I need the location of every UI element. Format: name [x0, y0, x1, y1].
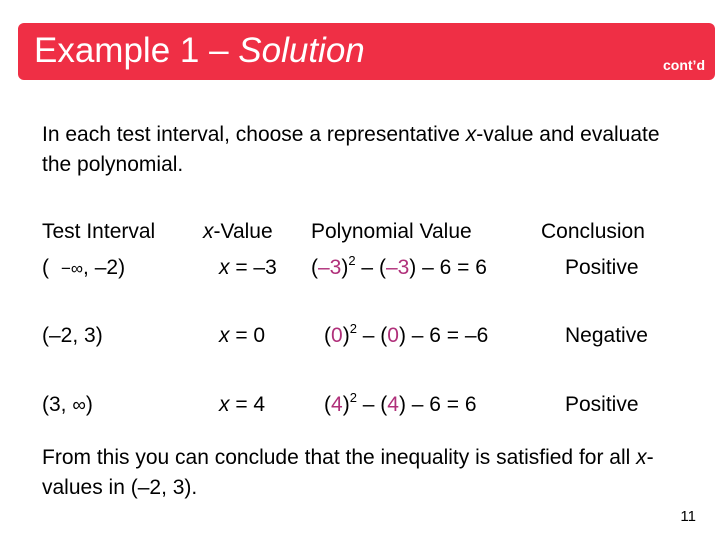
neg-infinity-symbol: −∞: [61, 259, 84, 278]
row3-polynomial: [324, 390, 477, 417]
row1-poly-b: –3: [385, 256, 410, 279]
row2-polynomial: [324, 321, 489, 348]
row2-interval: (–2, 3): [42, 324, 103, 347]
row3-poly-b: 4: [387, 393, 399, 416]
row1-poly-rest2: ) – 6 = 6: [409, 256, 487, 279]
row2-poly-open: (: [324, 324, 331, 347]
row3-interval-close: ): [85, 393, 93, 416]
row2-x-value: [219, 324, 265, 348]
header-test-interval: Test Interval: [42, 220, 156, 243]
header-x-value: [203, 220, 273, 244]
row2-poly-mid: ): [342, 324, 350, 347]
row1-interval-open: (: [42, 256, 49, 279]
conclusion-italic: x: [636, 446, 647, 469]
title-italic: Solution: [238, 31, 365, 70]
row2-conclusion: Negative: [565, 324, 648, 347]
infinity-symbol: ∞: [72, 395, 86, 416]
row1-polynomial: [311, 253, 487, 280]
row3-interval-open: (3,: [42, 393, 73, 416]
row1-poly-rest1: – (: [355, 256, 386, 279]
row1-x-eq: = –3: [229, 256, 277, 279]
row3-poly-open: (: [324, 393, 331, 416]
intro-before: In each test interval, choose a representative: [42, 123, 466, 146]
row2-poly-a: 0: [331, 324, 343, 347]
row2-poly-rest2: ) – 6 = –6: [398, 324, 489, 347]
row1-poly-exp: 2: [348, 253, 356, 268]
row1-poly-a: –3: [318, 256, 342, 279]
row2-x-eq: = 0: [229, 324, 266, 347]
row3-x-var: x: [219, 393, 230, 416]
row1-poly-mid: ): [341, 256, 349, 279]
intro-italic: x: [465, 123, 477, 146]
row1-conclusion: Positive: [565, 256, 639, 279]
row3-poly-a: 4: [331, 393, 343, 416]
intro-after: -value and evaluate the polynomial.: [42, 123, 660, 176]
slide-title: [34, 31, 365, 71]
row2-x-var: x: [219, 324, 230, 347]
page-number: 11: [680, 508, 696, 525]
row3-conclusion: Positive: [565, 393, 639, 416]
row1-x-var: x: [219, 256, 230, 279]
row3-poly-rest1: – (: [356, 393, 388, 416]
header-polynomial-value: Polynomial Value: [311, 220, 472, 243]
row3-poly-exp: 2: [349, 390, 357, 405]
row3-poly-mid: ): [342, 393, 350, 416]
row1-x-value: [219, 256, 277, 280]
row3-interval: [42, 393, 93, 417]
row3-x-value: [219, 393, 265, 417]
header-conclusion: Conclusion: [541, 220, 645, 243]
row1-interval-close: , –2): [83, 256, 126, 279]
continued-label: cont’d: [663, 57, 705, 73]
row2-poly-exp: 2: [349, 321, 357, 336]
conclusion-after: -values in (–2, 3).: [42, 446, 654, 499]
row2-poly-b: 0: [387, 324, 399, 347]
title-bar: [18, 23, 715, 80]
conclusion-text: [42, 443, 702, 503]
row1-interval: [42, 256, 125, 280]
row1-poly-open: (: [311, 256, 318, 279]
intro-text: [42, 120, 682, 180]
title-prefix: Example 1 –: [34, 31, 239, 70]
row3-x-eq: = 4: [229, 393, 266, 416]
header-x-italic: x: [203, 220, 214, 243]
conclusion-before: From this you can conclude that the inequality is satisfied for all: [42, 446, 637, 469]
row2-poly-rest1: – (: [356, 324, 388, 347]
row3-poly-rest2: ) – 6 = 6: [398, 393, 477, 416]
header-x-rest: -Value: [213, 220, 273, 243]
